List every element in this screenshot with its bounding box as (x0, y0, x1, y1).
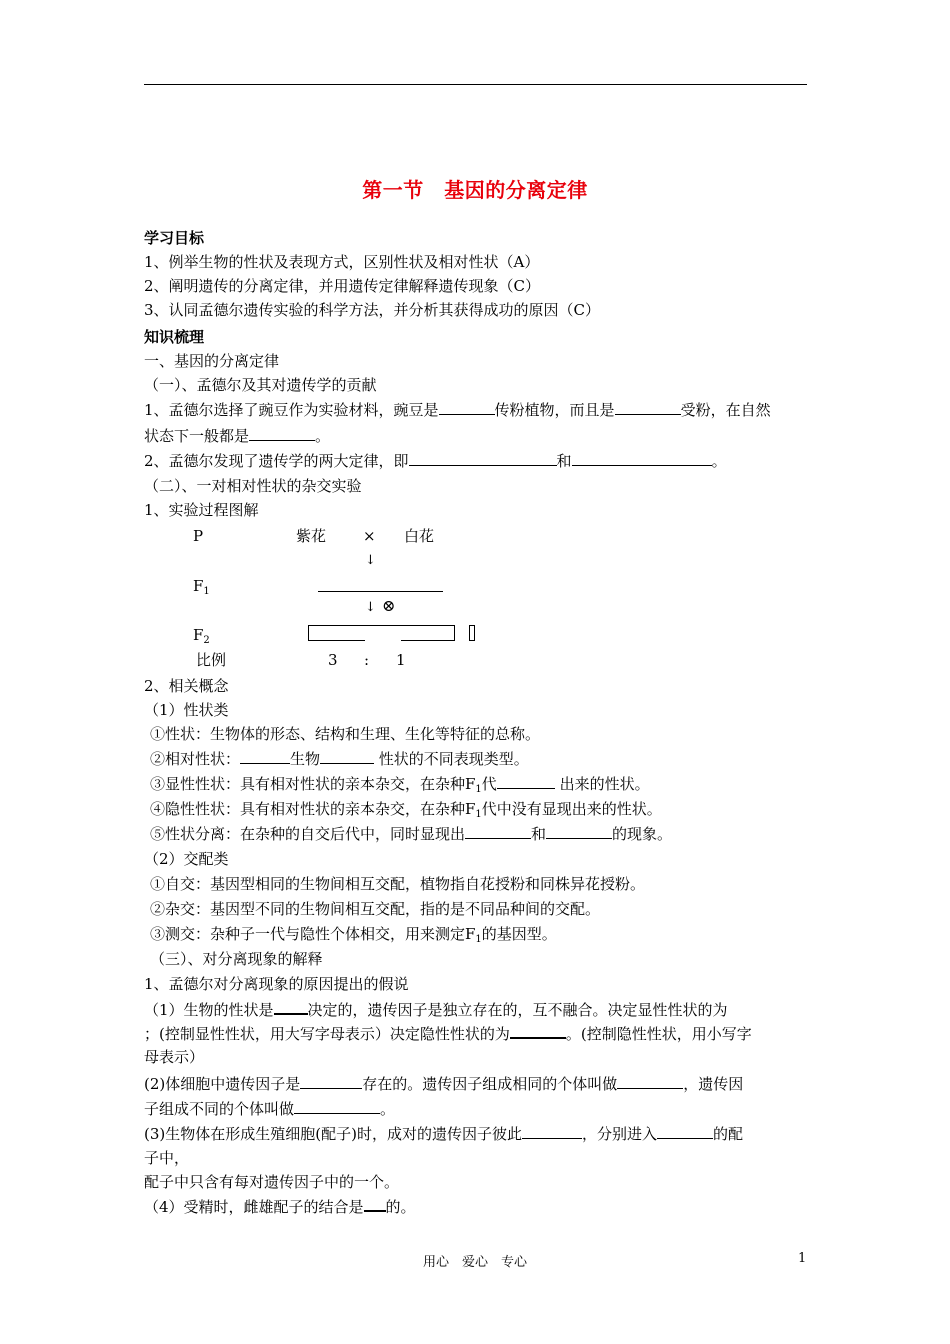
text: 的基因型。 (481, 925, 557, 943)
f2-box-gap (365, 640, 401, 642)
subsection-heading: （1）性状类 (144, 701, 229, 719)
paragraph-line: 子中， (144, 1149, 190, 1167)
ratio-label: 比例 (196, 651, 227, 669)
subscript: 1 (203, 586, 210, 597)
paragraph-line: 母表示） (144, 1048, 205, 1066)
subsection-heading: （一）、孟德尔及其对遗传学的贡献 (144, 376, 377, 394)
text: 存在的。遗传因子组成相同的个体叫做 (362, 1075, 618, 1093)
concept-item: ②杂交：基因型不同的生物间相互交配，指的是不同品种间的交配。 (150, 900, 601, 918)
concept-item (150, 749, 529, 769)
ratio-colon: : (364, 651, 370, 669)
header-rule (144, 84, 807, 85)
fill-blank[interactable] (497, 774, 555, 789)
text: 决定的，遗传因子是独立存在的，互不融合。决定显性性状的为 (307, 1001, 728, 1019)
concept-item (150, 799, 662, 825)
fill-blank[interactable] (300, 1074, 362, 1089)
fill-blank[interactable] (294, 1099, 380, 1114)
text: （1）生物的性状是 (144, 1001, 274, 1019)
subsection-heading: （三）、对分离现象的解释 (150, 950, 323, 968)
ratio-1: 1 (396, 651, 406, 669)
footer-motto: 用心 爱心 专心 (422, 1255, 527, 1270)
text: ，遗传因 (683, 1075, 744, 1093)
text: (2)体细胞中遗传因子是 (144, 1075, 301, 1093)
fill-blank[interactable] (274, 999, 308, 1015)
objective-item: 3、认同孟德尔遗传实验的科学方法，并分析其获得成功的原因（C） (144, 301, 601, 319)
f1-blank-line[interactable] (318, 591, 443, 592)
paragraph-line: 1、实验过程图解 (144, 501, 259, 519)
text: 。 (711, 452, 727, 470)
fill-blank[interactable] (409, 451, 557, 466)
knowledge-heading: 知识梳理 (144, 328, 205, 346)
objectives-heading: 学习目标 (144, 229, 205, 247)
text: 状态下一般都是 (144, 427, 250, 445)
text: （4）受精时，雌雄配子的结合是 (144, 1198, 364, 1216)
fill-blank[interactable] (364, 1196, 386, 1212)
text: 和 (531, 825, 547, 843)
paragraph-line (144, 1074, 743, 1094)
concept-item: ①性状：生物体的形态、结构和生理、生化等特征的总称。 (150, 725, 541, 743)
ratio-3: 3 (328, 651, 338, 669)
text: ④隐性性状：具有相对性状的亲本杂交，在杂种F (150, 800, 476, 818)
text: 1、孟德尔选择了豌豆作为实验材料，豌豆是 (144, 401, 439, 419)
paragraph-line (144, 400, 771, 420)
fill-blank[interactable] (465, 824, 531, 839)
text: 代中没有显现出来的性状。 (481, 800, 662, 818)
fill-blank[interactable] (572, 451, 712, 466)
fill-blank[interactable] (240, 749, 290, 764)
concept-item (150, 774, 650, 800)
cross-symbol: × (363, 527, 376, 545)
text: F (193, 577, 204, 595)
concept-item (150, 824, 672, 844)
paragraph-line (144, 1023, 752, 1044)
text: 代 (481, 775, 497, 793)
fill-blank[interactable] (320, 749, 374, 764)
fill-blank[interactable] (439, 400, 495, 415)
paragraph-line (144, 999, 728, 1020)
text: 受粉，在自然 (680, 401, 771, 419)
text: 子组成不同的个体叫做 (144, 1100, 295, 1118)
f2-box[interactable] (308, 625, 455, 641)
text: ②相对性状： (150, 750, 241, 768)
page-number: 1 (798, 1251, 807, 1266)
paragraph-line (144, 451, 727, 471)
f1-label (193, 576, 210, 602)
section-heading: 一、基因的分离定律 (144, 352, 280, 370)
subsection-heading: （二）、一对相对性状的杂交实验 (144, 477, 362, 495)
text: ③显性性状：具有相对性状的亲本杂交，在杂种F (150, 775, 476, 793)
subscript: 2 (203, 635, 210, 646)
text: 出来的性状。 (554, 775, 650, 793)
objective-item: 1、例举生物的性状及表现方式，区别性状及相对性状（A） (144, 253, 540, 271)
f2-label (193, 625, 210, 651)
fill-blank[interactable] (657, 1124, 713, 1139)
text: 。(控制隐性性状，用小写字 (565, 1025, 752, 1043)
text: ⑤性状分离：在杂种的自交后代中，同时显现出 (150, 825, 466, 843)
section-heading: 1、孟德尔对分离现象的原因提出的假说 (144, 975, 409, 993)
f2-small-box[interactable] (469, 625, 475, 641)
parent-label: P (193, 527, 204, 545)
text: ，分别进入 (581, 1125, 657, 1143)
text: ；(控制显性性状，用大写字母表示）决定隐性性状的为 (144, 1025, 510, 1043)
text: 的现象。 (612, 825, 673, 843)
fill-blank[interactable] (615, 400, 681, 415)
text: 性状的不同表现类型。 (374, 750, 529, 768)
self-cross-icon: ⊗ (382, 596, 396, 615)
down-arrow-icon: ↓ (365, 600, 376, 615)
objective-item: 2、阐明遗传的分离定律，并用遗传定律解释遗传现象（C） (144, 277, 541, 295)
text: 的配 (712, 1125, 743, 1143)
fill-blank[interactable] (546, 824, 612, 839)
subscript: 1 (475, 934, 482, 945)
paragraph-line (144, 426, 330, 446)
text: 2、孟德尔发现了遗传学的两大定律，即 (144, 452, 409, 470)
paragraph-line: 配子中只含有每对遗传因子中的一个。 (144, 1173, 400, 1191)
section-heading: 2、相关概念 (144, 677, 229, 695)
down-arrow-icon: ↓ (365, 553, 376, 568)
fill-blank[interactable] (249, 426, 315, 441)
fill-blank[interactable] (522, 1124, 582, 1139)
text: 。 (315, 427, 331, 445)
concept-item: ①自交：基因型相同的生物间相互交配，植物指自花授粉和同株异花授粉。 (150, 875, 646, 893)
text: 的。 (385, 1198, 416, 1216)
text: ③测交：杂种子一代与隐性个体相交，用来测定F (150, 925, 476, 943)
concept-item (150, 924, 557, 950)
paragraph-line (144, 1099, 395, 1119)
purple-flower-label: 紫花 (296, 527, 327, 545)
text: F (193, 626, 204, 644)
subscript: 1 (475, 809, 482, 820)
paragraph-line (144, 1124, 743, 1144)
text: 。 (380, 1100, 396, 1118)
text: (3)生物体在形成生殖细胞(配子)时，成对的遗传因子彼此 (144, 1125, 522, 1143)
text: 和 (556, 452, 572, 470)
text: 传粉植物，而且是 (494, 401, 615, 419)
page-title: 第一节 基因的分离定律 (362, 178, 588, 202)
fill-blank[interactable] (617, 1074, 683, 1089)
subsection-heading: （2）交配类 (144, 850, 229, 868)
white-flower-label: 白花 (404, 527, 435, 545)
subscript: 1 (475, 784, 482, 795)
fill-blank[interactable] (510, 1023, 566, 1039)
text: 生物 (290, 750, 321, 768)
paragraph-line (144, 1196, 416, 1217)
